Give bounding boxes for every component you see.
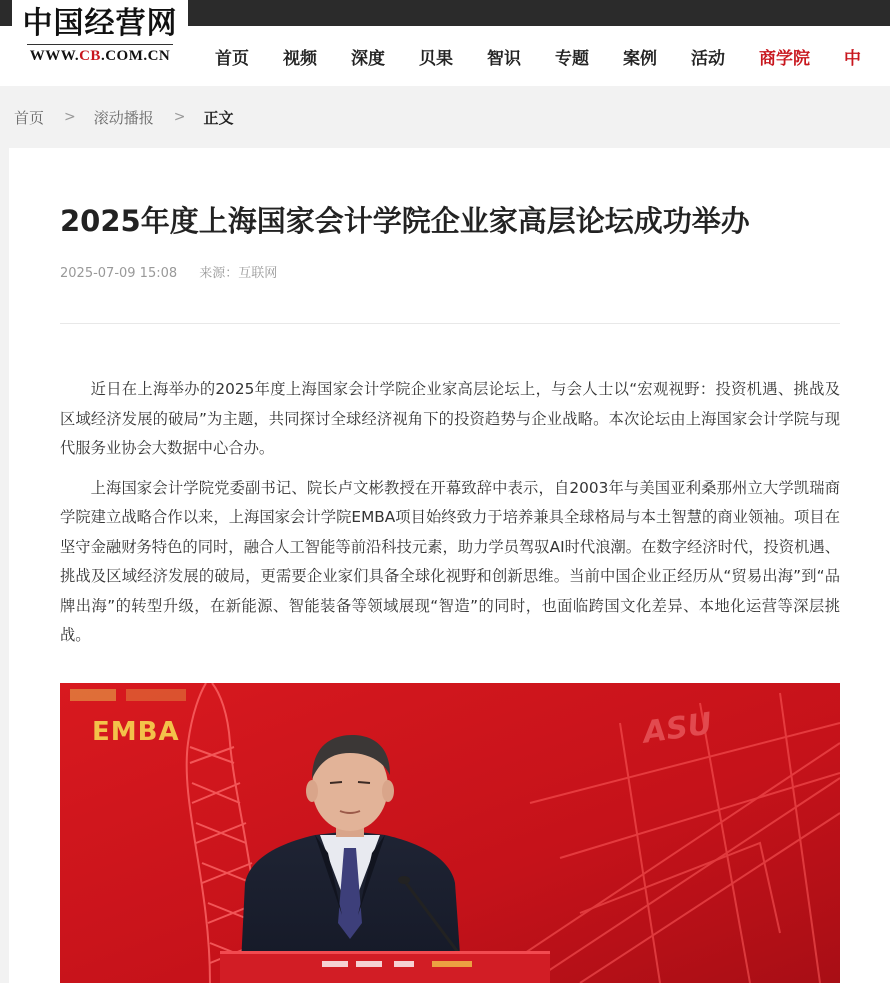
nav-item-insight[interactable]: 智识 bbox=[487, 48, 521, 69]
article-meta bbox=[60, 262, 277, 281]
nav-item-home[interactable]: 首页 bbox=[215, 48, 249, 69]
article-paragraph: 近日在上海举办的2025年度上海国家会计学院企业家高层论坛上，与会人士以“宏观视野：投资机遇、挑战及区域经济发展的破局”为主题，共同探讨全球经济视角下的投资趋势与企业战略。本次论坛由上海国家会计学院与现代服务业协会大数据中心合办。 bbox=[60, 380, 840, 457]
article-date: 2025-07-09 15:08 bbox=[60, 266, 178, 281]
title-divider bbox=[60, 323, 840, 324]
nav-item-events[interactable]: 活动 bbox=[691, 48, 725, 69]
logo-text: 中国经营网 bbox=[22, 6, 178, 41]
chevron-right-icon: > bbox=[173, 109, 186, 125]
nav-item-depth[interactable]: 深度 bbox=[351, 48, 385, 69]
nav-item-more[interactable]: 中 bbox=[844, 48, 861, 69]
main-nav bbox=[215, 26, 890, 86]
article-paragraph: 上海国家会计学院党委副书记、院长卢文彬教授在开幕致辞中表示，自2003年与美国亚利桑那州立大学凯瑞商学院建立战略合作以来，上海国家会计学院EMBA项目始终致力于培养兼具全球格局与本土智慧的商业领袖。项目在坚守金融财务特色的同时，融合人工智能等前沿科技元素，助力学员驾驭AI时代浪潮。在数字经济时代，投资机遇、挑战及区域经济发展的破局，更需要企业家们具备全球化视野和创新思维。当前中国企业正经历从“贸易出海”到“品牌出海”的转型升级，在新能源、智能装备等领域展现“智造”的同时，也面临跨国文化差异、本地化运营等深层挑战。 bbox=[60, 478, 840, 644]
emba-label: EMBA bbox=[92, 717, 180, 747]
article-photo bbox=[60, 683, 840, 983]
asu-label: ASU bbox=[640, 706, 715, 751]
article-title: 2025年度上海国家会计学院企业家高层论坛成功举办 bbox=[60, 204, 750, 238]
site-logo[interactable] bbox=[12, 0, 188, 86]
article-source: 来源：互联网 bbox=[199, 266, 278, 281]
chevron-right-icon: > bbox=[64, 109, 76, 125]
nav-item-cases[interactable]: 案例 bbox=[623, 48, 657, 69]
nav-item-business-school[interactable]: 商学院 bbox=[759, 48, 810, 69]
breadcrumb-current: 正文 bbox=[203, 108, 234, 127]
article-body bbox=[60, 375, 840, 661]
breadcrumb bbox=[14, 104, 234, 130]
nav-item-topics[interactable]: 专题 bbox=[555, 48, 589, 69]
breadcrumb-rolling-news[interactable]: 滚动播报 bbox=[93, 108, 154, 127]
logo-divider bbox=[27, 44, 173, 45]
article-card bbox=[9, 148, 890, 983]
breadcrumb-home[interactable]: 首页 bbox=[14, 108, 45, 127]
nav-item-beiguo[interactable]: 贝果 bbox=[419, 48, 453, 69]
logo-url: WWW.CB.COM.CN bbox=[29, 48, 171, 64]
nav-item-video[interactable]: 视频 bbox=[283, 48, 317, 69]
